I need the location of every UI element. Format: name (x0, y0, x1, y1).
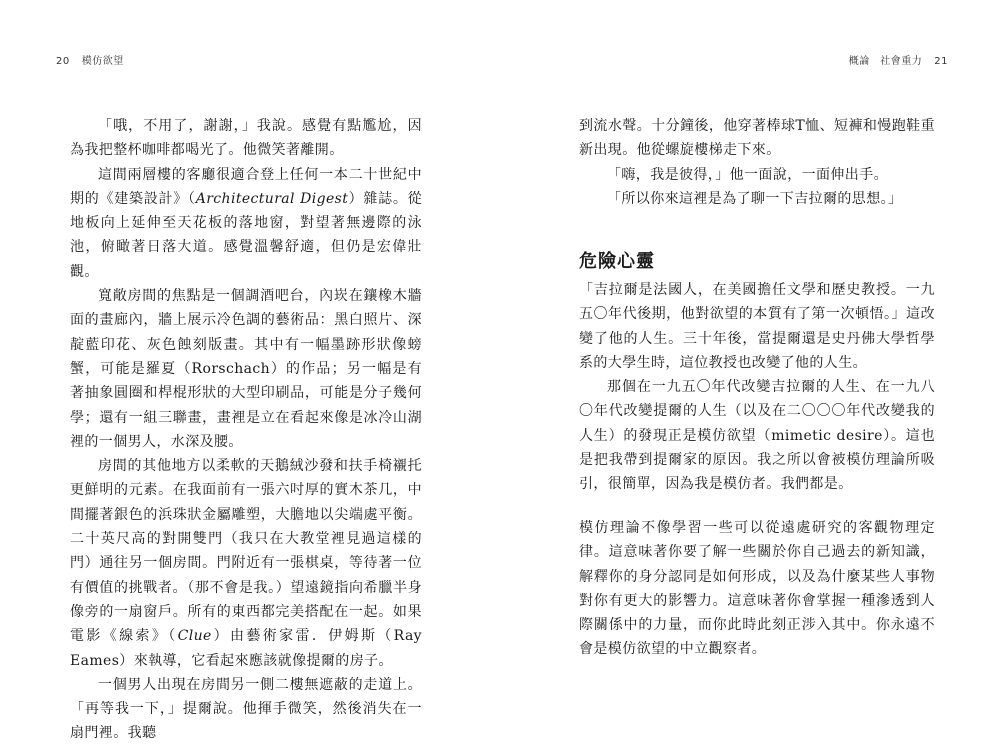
italic-title: Clue (177, 628, 212, 645)
paragraph (70, 163, 422, 284)
paragraph (70, 284, 422, 454)
left-body-text (70, 114, 422, 746)
paragraph: 「嗨，我是彼得，」他一面說，一面伸出手。 (607, 166, 888, 183)
paragraph-text: 一個男人出現在房間另一側二樓無遮蔽的走道上。「再等我一下，」提爾說。他揮手微笑，然後消失在一扇門裡。我聽 (70, 676, 422, 742)
paragraph (70, 673, 422, 746)
paragraph-text: ）由藝術家雷．伊姆斯（Ray Eames）來執導，它看起來應該就像提爾的房子。 (70, 628, 422, 669)
paragraph-text: 「哦，不用了，謝謝，」我說。感覺有點尷尬，因為我把整杯咖啡都喝光了。他微笑著離開。 (70, 118, 422, 159)
paragraph: 那個在一九五〇年代改變吉拉爾的人生、在一九八〇年代改變提爾的人生（以及在二〇〇〇年代改變我的人生）的發現正是模仿欲望（mimetic desire）。這也是把我帶到提爾家的原因。我之所以會被模仿理論所吸引，很簡單，因為我是模仿者。我們都是。 (579, 379, 935, 493)
left-running-title: 模仿欲望 (81, 56, 124, 67)
paragraph (70, 454, 422, 673)
left-page-number: 20 (56, 56, 70, 67)
right-running-head (849, 52, 948, 67)
paragraph-text: 這間兩層樓的客廳很適合登上任何一本二十世紀中期的《建築設計》（ (70, 166, 422, 207)
right-running-title: 概論 社會重力 (848, 56, 923, 67)
closing-text (579, 516, 935, 662)
right-page-number: 21 (934, 56, 948, 67)
paragraph: 模仿理論不像學習一些可以從遠處研究的客觀物理定律。這意味著你要了解一些關於你自己過去的新知識，解釋你的身分認同是如何形成，以及為什麼某些人事物對你有更大的影響力。這意味著你會掌握一種滲透到人際關係中的力量，而你此時此刻正涉入其中。你永遠不會是模仿欲望的中立觀察者。 (579, 520, 935, 658)
left-running-head (56, 52, 124, 67)
continuation-text (579, 114, 935, 211)
italic-title: Architectural Digest (195, 190, 349, 207)
paragraph: 到流水聲。十分鐘後，他穿著棒球T恤、短褲和慢跑鞋重新出現。他從螺旋樓梯走下來。 (579, 118, 935, 159)
paragraph-text: 寬敞房間的焦點是一個調酒吧台，內崁在鑲橡木牆面的畫廊內，牆上展示冷色調的藝術品：黑白照片、深靛藍印花、灰色蝕刻版畫。其中有一幅墨跡形狀像螃蟹，可能是羅夏（Rorschach）的作品；另一幅是有著抽象圓圈和桿棍形狀的大型印刷品，可能是分子幾何學；還有一組三聯畫，畫裡是立在看起來像是冰冷山湖裡的一個男人，水深及腰。 (70, 288, 422, 450)
paragraph: 「所以你來這裡是為了聊一下吉拉爾的思想。」 (607, 190, 903, 207)
section-text (579, 278, 935, 497)
right-page (500, 0, 1000, 707)
paragraph: 「吉拉爾是法國人，在美國擔任文學和歷史教授。一九五〇年代後期，他對欲望的本質有了第一次頓悟。」這改變了他的人生。三十年後，當提爾還是史丹佛大學哲學系的大學生時，這位教授也改變了他的人生。 (579, 282, 935, 371)
paragraph (70, 114, 422, 163)
section-heading: 危險心靈 (579, 251, 655, 272)
paragraph-text: 房間的其他地方以柔軟的天鵝絨沙發和扶手椅襯托更鮮明的元素。在我面前有一張六吋厚的實木茶几，中間擺著銀色的浜珠狀金屬雕塑，大膽地以尖端處平衡。二十英尺高的對開雙門（我只在大教堂裡見過這樣的門）通往另一個房間。門附近有一張棋桌，等待著一位有價值的挑戰者。（那不會是我。）望遠鏡指向希臘半身像旁的一扇窗戶。所有的東西都完美搭配在一起。如果電影《線索》（ (70, 458, 422, 645)
paragraph-text: ）雜誌。從地板向上延伸至天花板的落地窗，對望著無邊際的泳池，俯瞰著日落大道。感覺溫馨舒適，但仍是宏偉壯觀。 (70, 190, 423, 280)
left-page (0, 0, 500, 742)
